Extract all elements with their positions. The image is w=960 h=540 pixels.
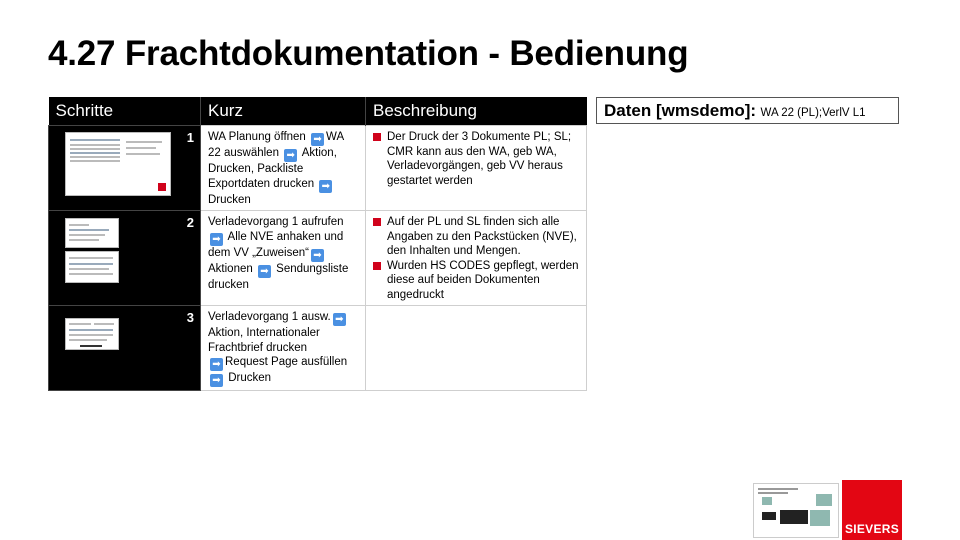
arrow-right-icon: ➡ <box>311 249 324 262</box>
table-row <box>49 306 587 391</box>
logo-text: SIEVERS <box>844 522 900 536</box>
desc-bullet: Der Druck der 3 Dokumente PL; SL; CMR kann aus den WA, geb WA, Verladevorgängen, geb VV heraus gestartet werden <box>373 130 580 188</box>
header-beschreibung: Beschreibung <box>366 97 587 126</box>
step-number: 2 <box>186 215 194 230</box>
screenshot-thumbnail-3[interactable] <box>65 318 119 350</box>
slide-thumbnail <box>753 483 839 538</box>
kurz-cell-3: Verladevorgang 1 ausw. ➡ Aktion, Internationaler Frachtbrief drucken ➡ Request Page ausfüllen ➡ Drucken <box>201 306 366 391</box>
daten-box <box>596 97 899 124</box>
step-number: 1 <box>186 130 194 145</box>
kurz-cell-1: WA Planung öffnen ➡ WA 22 auswählen ➡ Aktion, Drucken, Packliste Exportdaten drucken ➡ Drucken <box>201 126 366 211</box>
screenshot-thumbnail-2b[interactable] <box>65 251 119 283</box>
arrow-right-icon: ➡ <box>210 358 223 371</box>
screenshot-thumbnail-2a[interactable] <box>65 218 119 248</box>
desc-cell-2 <box>366 211 587 306</box>
table-header-row <box>49 97 587 126</box>
arrow-right-icon: ➡ <box>311 133 324 146</box>
arrow-right-icon: ➡ <box>210 233 223 246</box>
step-cell-1 <box>49 126 201 211</box>
arrow-right-icon: ➡ <box>319 180 332 193</box>
step-number: 3 <box>186 310 194 325</box>
arrow-right-icon: ➡ <box>284 149 297 162</box>
kurz-cell-2: Verladevorgang 1 aufrufen ➡ Alle NVE anhaken und dem VV „Zuweisen“ ➡ Aktionen ➡ Sendungsliste drucken <box>201 211 366 306</box>
step-cell-3 <box>49 306 201 391</box>
daten-value: WA 22 (PL);VerlV L1 <box>760 107 866 119</box>
desc-cell-1 <box>366 126 587 211</box>
header-kurz: Kurz <box>201 97 366 126</box>
sievers-logo <box>842 480 902 540</box>
step-cell-2 <box>49 211 201 306</box>
arrow-right-icon: ➡ <box>333 313 346 326</box>
table-row <box>49 126 587 211</box>
desc-cell-3 <box>366 306 587 391</box>
daten-label: Daten [wmsdemo]: <box>604 101 757 120</box>
screenshot-thumbnail-1[interactable] <box>65 132 171 196</box>
steps-table <box>48 97 587 391</box>
arrow-right-icon: ➡ <box>210 374 223 387</box>
desc-bullet: Auf der PL und SL finden sich alle Angaben zu den Packstücken (NVE), den Inhalten und Mengen. <box>373 215 580 259</box>
page-title: 4.27 Frachtdokumentation - Bedienung <box>48 34 689 73</box>
header-schritte: Schritte <box>49 97 201 126</box>
desc-bullet: Wurden HS CODES gepflegt, werden diese auf beiden Dokumenten angedruckt <box>373 259 580 303</box>
table-row <box>49 211 587 306</box>
arrow-right-icon: ➡ <box>258 265 271 278</box>
